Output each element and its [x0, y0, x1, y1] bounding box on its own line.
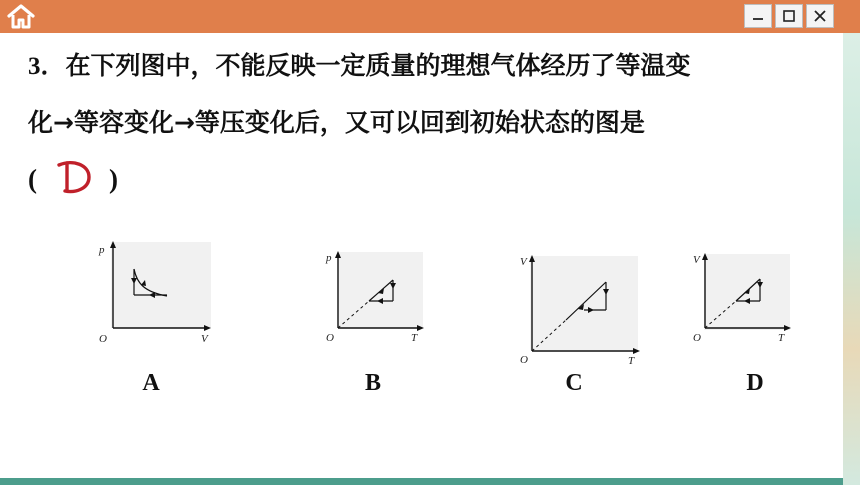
option-label-b: B: [364, 370, 381, 396]
graph-a: [97, 240, 215, 346]
graph-c: [518, 252, 642, 366]
question-line-1-text: ．在下列图中，不能反映一定质量的理想气体经历了等温变: [40, 51, 691, 80]
open-paren: (: [28, 164, 37, 194]
graph-a-background: [111, 242, 211, 328]
graph-c-origin: O: [520, 354, 528, 366]
graph-b-background: [337, 252, 423, 328]
minimize-button[interactable]: [744, 4, 772, 28]
maximize-button[interactable]: [775, 4, 803, 28]
handwritten-answer: [37, 157, 109, 197]
graph-b-svg: [325, 250, 425, 344]
graph-c-x-label: T: [628, 355, 635, 367]
graph-c-svg: [518, 252, 642, 366]
graph-d: [692, 252, 792, 346]
answer-line: [28, 151, 828, 208]
graph-b-y-label: p: [326, 252, 332, 264]
graph-b-x-label: T: [411, 332, 418, 344]
close-icon: [813, 9, 827, 23]
graph-a-y-label: p: [99, 244, 105, 256]
window-controls: [744, 4, 839, 30]
graph-a-svg: [97, 240, 215, 346]
option-label-d: D: [746, 370, 764, 396]
graph-a-x-label: V: [201, 333, 208, 345]
question-text: [28, 38, 828, 208]
option-label-a: A: [142, 370, 160, 396]
close-button[interactable]: [806, 4, 834, 28]
minimize-icon: [751, 9, 765, 23]
graph-d-origin: O: [693, 332, 701, 344]
maximize-icon: [782, 9, 796, 23]
graph-d-x-label: T: [778, 332, 785, 344]
handwritten-answer-mark: [37, 157, 109, 197]
graph-b-origin: O: [326, 332, 334, 344]
option-label-c: C: [565, 370, 583, 396]
graph-b: [325, 250, 425, 344]
question-line-2: 化→等容变化→等压变化后，又可以回到初始状态的图是: [28, 108, 645, 137]
home-button[interactable]: [5, 3, 37, 30]
home-icon: [5, 3, 37, 30]
question-line-1: [28, 38, 828, 95]
title-bar: [0, 0, 860, 33]
close-paren: ): [109, 164, 118, 194]
question-number: 3: [28, 53, 41, 80]
graph-d-svg: [692, 252, 792, 346]
decorative-side-strip: [843, 33, 860, 485]
graph-a-origin: O: [99, 333, 107, 345]
graph-d-y-label: V: [693, 254, 700, 266]
decorative-bottom-strip: [0, 478, 843, 485]
graph-c-y-label: V: [520, 256, 527, 268]
